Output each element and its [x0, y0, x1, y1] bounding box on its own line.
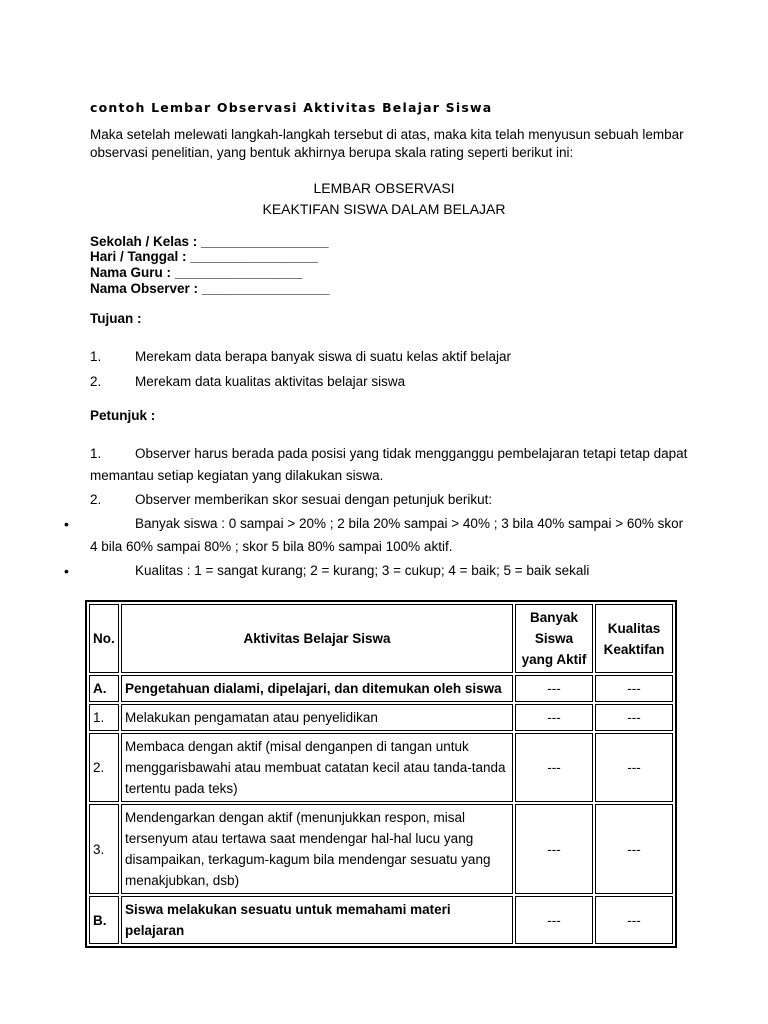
petunjuk-item-continuation: memantau setiap kegiatan yang dilakukan siswa.	[90, 468, 384, 483]
page-heading: contoh Lembar Observasi Aktivitas Belajar Siswa	[90, 100, 493, 115]
row-activity: Pengetahuan dialami, dipelajari, dan ditemukan oleh siswa	[121, 675, 513, 702]
tujuan-item-text: Merekam data kualitas aktivitas belajar siswa	[135, 374, 406, 389]
bullet-item-text: Kualitas : 1 = sangat kurang; 2 = kurang; 3 = cukup; 4 = baik; 5 = baik sekali	[135, 563, 590, 578]
header-kualitas: Kualitas Keaktifan	[595, 604, 673, 673]
row-kualitas-value: ---	[595, 675, 673, 702]
petunjuk-item-number: 2.	[90, 492, 102, 507]
row-number: B.	[89, 896, 119, 944]
row-banyak-value: ---	[515, 675, 593, 702]
tujuan-item-text: Merekam data berapa banyak siswa di suatu kelas aktif belajar	[135, 349, 511, 364]
field-hari-tanggal: Hari / Tanggal : _________________	[90, 249, 318, 264]
petunjuk-item-text: Observer memberikan skor sesuai dengan petunjuk berikut:	[135, 492, 493, 507]
row-number: 1.	[89, 704, 119, 731]
table-row	[89, 704, 673, 731]
table-row	[89, 804, 673, 894]
form-title: LEMBAR OBSERVASI	[313, 180, 455, 196]
row-number: 3.	[89, 804, 119, 894]
bullet-icon: •	[64, 516, 69, 532]
petunjuk-item-number: 1.	[90, 446, 102, 461]
tujuan-item-number: 1.	[90, 349, 102, 364]
row-kualitas-value: ---	[595, 896, 673, 944]
observation-table	[85, 600, 677, 948]
petunjuk-label: Petunjuk :	[90, 408, 156, 423]
row-banyak-value: ---	[515, 896, 593, 944]
row-banyak-value: ---	[515, 733, 593, 802]
tujuan-item-number: 2.	[90, 374, 102, 389]
row-kualitas-value: ---	[595, 804, 673, 894]
row-number: A.	[89, 675, 119, 702]
row-activity: Melakukan pengamatan atau penyelidikan	[121, 704, 513, 731]
row-activity: Membaca dengan aktif (misal denganpen di tangan untuk menggarisbawahi atau membuat catatan kecil atau tanda-tanda tertentu pada teks)	[121, 733, 513, 802]
form-subtitle: KEAKTIFAN SISWA DALAM BELAJAR	[262, 201, 506, 217]
field-sekolah-kelas: Sekolah / Kelas : _________________	[90, 234, 329, 249]
row-kualitas-value: ---	[595, 704, 673, 731]
table-header-row	[89, 604, 673, 673]
bullet-icon: •	[64, 563, 69, 579]
header-banyak-siswa: Banyak Siswa yang Aktif	[515, 604, 593, 673]
field-nama-guru: Nama Guru : _________________	[90, 265, 303, 280]
header-no: No.	[89, 604, 119, 673]
table-row	[89, 733, 673, 802]
field-nama-observer: Nama Observer : _________________	[90, 281, 330, 296]
header-aktivitas: Aktivitas Belajar Siswa	[121, 604, 513, 673]
bullet-item-text: Banyak siswa : 0 sampai > 20% ; 2 bila 20% sampai > 40% ; 3 bila 40% sampai > 60% skor	[135, 516, 684, 531]
row-activity: Mendengarkan dengan aktif (menunjukkan respon, misal tersenyum atau tertawa saat mendengar hal-hal lucu yang disampaikan, terkagum-kagum bila mendengar sesuatu yang menakjubkan, dsb)	[121, 804, 513, 894]
row-number: 2.	[89, 733, 119, 802]
row-banyak-value: ---	[515, 804, 593, 894]
intro-paragraph: Maka setelah melewati langkah-langkah tersebut di atas, maka kita telah menyusun sebuah lembar observasi penelitian, yang bentuk akhirnya berupa skala rating seperti berikut ini:	[90, 127, 684, 160]
row-banyak-value: ---	[515, 704, 593, 731]
table-row	[89, 675, 673, 702]
table-row	[89, 896, 673, 944]
petunjuk-item-text: Observer harus berada pada posisi yang tidak mengganggu pembelajaran tetapi tetap dapat	[135, 446, 688, 461]
row-kualitas-value: ---	[595, 733, 673, 802]
tujuan-label: Tujuan :	[90, 311, 142, 326]
bullet-item-continuation: 4 bila 60% sampai 80% ; skor 5 bila 80% sampai 100% aktif.	[90, 539, 453, 554]
row-activity: Siswa melakukan sesuatu untuk memahami materi pelajaran	[121, 896, 513, 944]
